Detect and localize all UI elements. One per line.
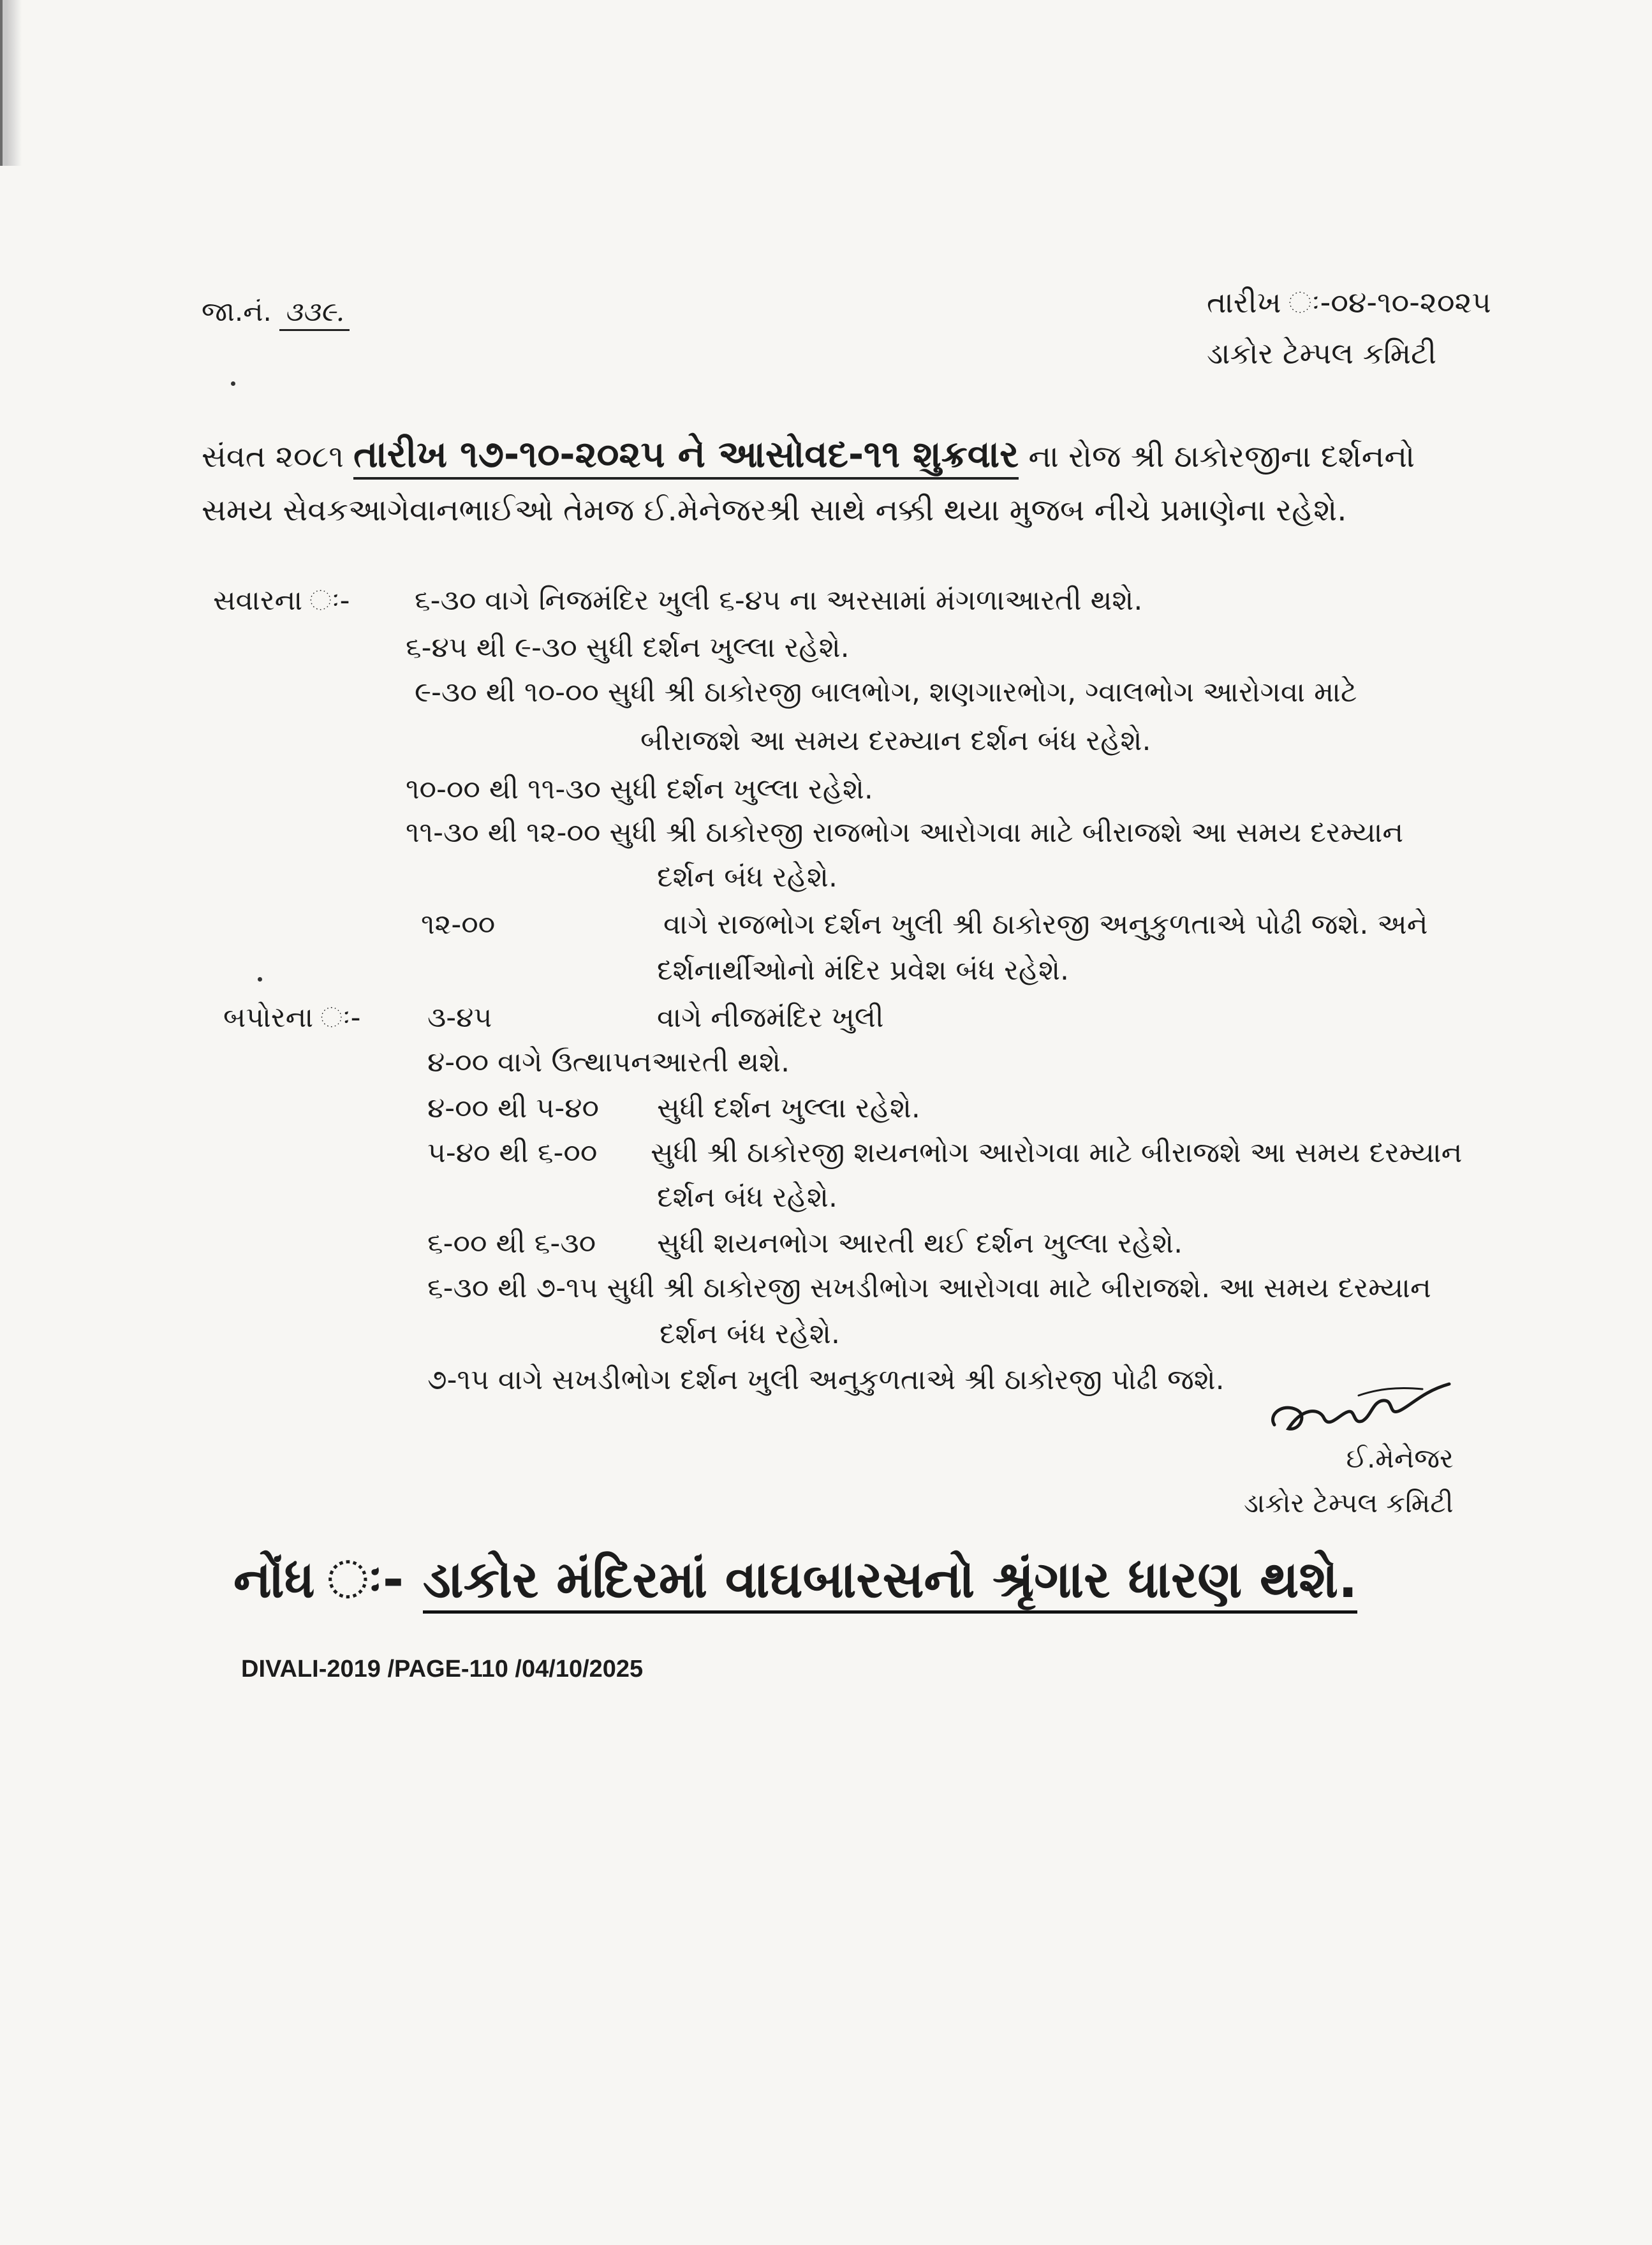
afternoon-label: બપોરના ઃ- <box>223 1001 361 1034</box>
morning-line: દર્શન બંધ રહેશે. <box>657 861 837 894</box>
morning-line: ૯-૩૦ થી ૧૦-૦૦ સુધી શ્રી ઠાકોરજી બાલભોગ, શણગારભોગ, ગ્વાલભોગ આરોગવા માટે <box>415 676 1357 709</box>
afternoon-line: ૭-૧૫ વાગે સખડીભોગ દર્શન ખુલી અનુકુળતાએ શ્રી ઠાકોરજી પોઢી જશે. <box>427 1364 1225 1396</box>
afternoon-line: વાગે નીજમંદિર ખુલી <box>657 1001 884 1034</box>
afternoon-line: સુધી શ્રી ઠાકોરજી શયનભોગ આરોગવા માટે બીરાજશે આ સમય દરમ્યાન <box>651 1137 1463 1169</box>
morning-line: બીરાજશે આ સમય દરમ્યાન દર્શન બંધ રહેશે. <box>640 725 1151 757</box>
intro-line-1 <box>202 427 1415 483</box>
intro-rest: ના રોજ શ્રી ઠાકોરજીના દર્શનનો <box>1028 439 1415 475</box>
signatory-title: ઈ.મેનેજર <box>1346 1443 1454 1474</box>
afternoon-line: દર્શન બંધ રહેશે. <box>660 1318 840 1350</box>
afternoon-line: સુધી દર્શન ખુલ્લા રહેશે. <box>657 1092 920 1124</box>
afternoon-line: ૪-૦૦ વાગે ઉત્થાપનઆરતી થશે. <box>427 1046 790 1078</box>
note-label: નોંધ ઃ- <box>233 1550 404 1609</box>
date-line: તારીખ ઃ-૦૪-૧૦-૨૦૨૫ <box>1207 285 1491 320</box>
afternoon-line: ૬-૩૦ થી ૭-૧૫ સુધી શ્રી ઠાકોરજી સખડીભોગ આરોગવા માટે બીરાજશે. આ સમય દરમ્યાન <box>427 1272 1431 1304</box>
morning-line: વાગે રાજભોગ દર્શન ખુલી શ્રી ઠાકોરજી અનુકુળતાએ પોઢી જશે. અને <box>663 908 1428 941</box>
afternoon-line: સુધી શયનભોગ આરતી થઈ દર્શન ખુલ્લા રહેશે. <box>657 1227 1183 1260</box>
ink-dot <box>231 381 235 386</box>
morning-time: ૧૨-૦૦ <box>421 908 496 941</box>
ink-dot <box>258 977 262 982</box>
header-org: ડાકોર ટેમ્પલ કમિટી <box>1207 336 1436 371</box>
intro-line-2: સમય સેવકઆગેવાનભાઈઓ તેમજ ઈ.મેનેજરશ્રી સાથે નક્કી થયા મુજબ નીચે પ્રમાણેના રહેશે. <box>202 492 1347 528</box>
signatory-org: ડાકોર ટેમ્પલ કમિટી <box>1244 1487 1454 1519</box>
afternoon-time: ૫-૪૦ થી ૬-૦૦ <box>427 1137 598 1169</box>
ref-label: જા.નં. <box>202 296 272 327</box>
reference-number <box>202 296 350 331</box>
morning-line: ૬-૪૫ થી ૯-૩૦ સુધી દર્શન ખુલ્લા રહેશે. <box>406 631 850 664</box>
note <box>233 1550 1357 1610</box>
morning-line: દર્શનાર્થીઓનો મંદિર પ્રવેશ બંધ રહેશે. <box>657 954 1070 987</box>
morning-line: ૬-૩૦ વાગે નિજમંદિર ખુલી ૬-૪૫ ના અરસામાં મંગળાઆરતી થશે. <box>415 584 1143 617</box>
ref-number: ૩૩૯. <box>279 296 350 331</box>
intro-prefix: સંવત ૨૦૮૧ <box>202 439 344 475</box>
afternoon-time: ૬-૦૦ થી ૬-૩૦ <box>427 1227 596 1260</box>
morning-line: ૧૦-૦૦ થી ૧૧-૩૦ સુધી દર્શન ખુલ્લા રહેશે. <box>406 773 873 806</box>
afternoon-time: ૩-૪૫ <box>427 1001 492 1034</box>
signature-block <box>1244 1436 1454 1526</box>
date-block <box>1207 277 1491 379</box>
morning-line: ૧૧-૩૦ થી ૧૨-૦૦ સુધી શ્રી ઠાકોરજી રાજભોગ આરોગવા માટે બીરાજશે આ સમય દરમ્યાન <box>406 816 1404 849</box>
afternoon-time: ૪-૦૦ થી ૫-૪૦ <box>427 1092 599 1124</box>
note-text: ડાકોર મંદિરમાં વાઘબારસનો શ્રૃંગાર ધારણ થશે. <box>423 1550 1357 1614</box>
afternoon-line: દર્શન બંધ રહેશે. <box>657 1181 837 1214</box>
page-edge-shadow <box>0 0 22 166</box>
morning-label: સવારના ઃ- <box>213 584 350 617</box>
intro-paragraph <box>202 427 1415 537</box>
intro-highlight: તારીખ ૧૭-૧૦-૨૦૨૫ ને આસોવદ-૧૧ શુક્રવાર <box>353 432 1019 480</box>
signature-scribble <box>1263 1370 1467 1446</box>
footer-code: DIVALI-2019 /PAGE-110 /04/10/2025 <box>241 1656 644 1682</box>
